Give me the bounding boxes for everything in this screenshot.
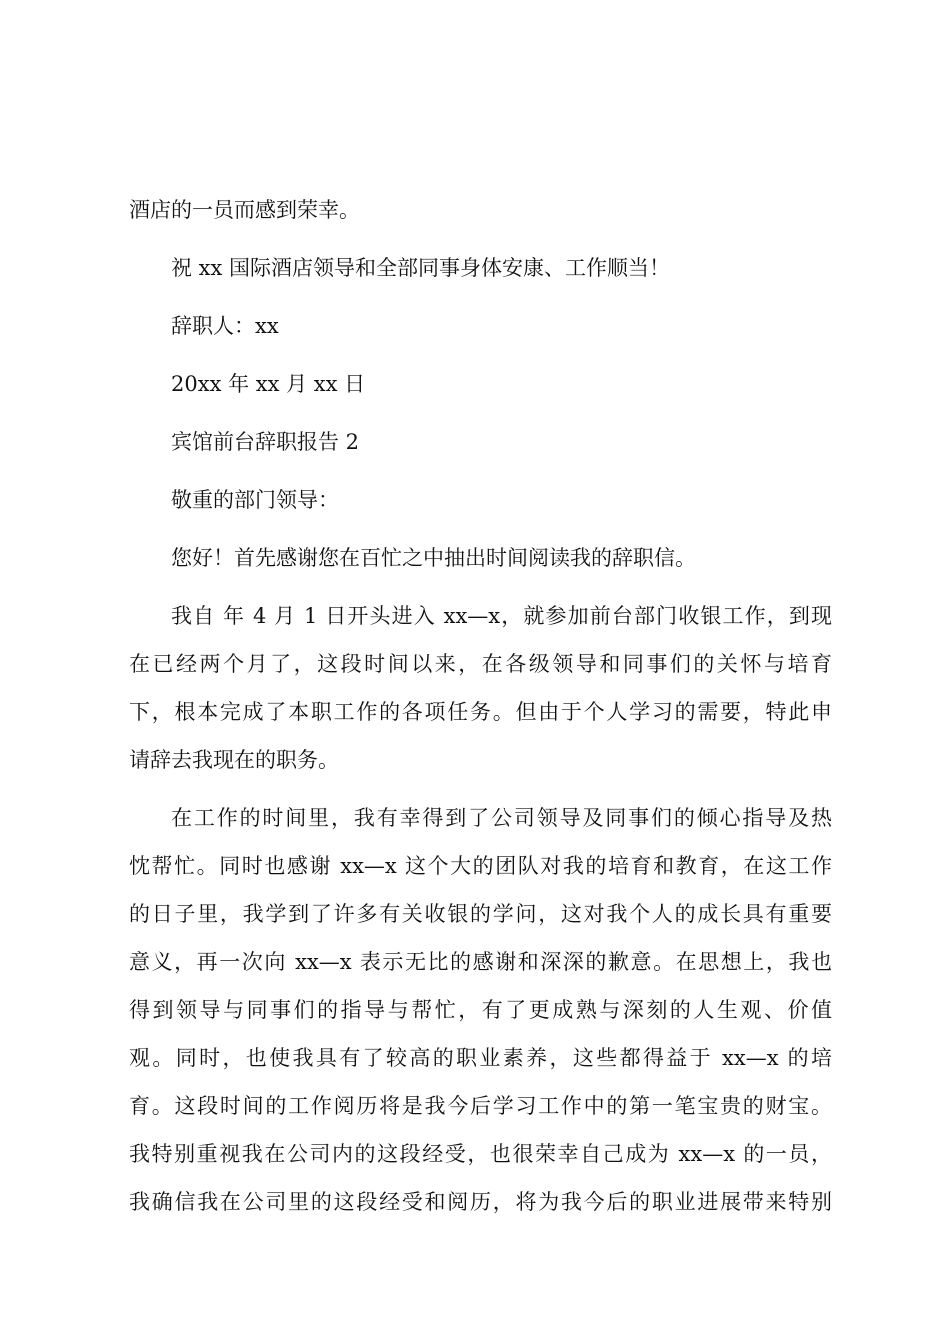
paragraph-line: 在工作的时间里，我有幸得到了公司领导及同事们的倾心指导及热 xyxy=(171,806,832,830)
paragraph-line: 下，根本完成了本职工作的各项任务。但由于个人学习的需要，特此申 xyxy=(129,700,832,724)
paragraph-line: 我自 年 4 月 1 日开头进入 xx—x，就参加前台部门收银工作，到现 xyxy=(171,604,832,628)
section-title: 宾馆前台辞职报告 2 xyxy=(171,430,360,454)
paragraph-line: 的日子里，我学到了许多有关收银的学问，这对我个人的成长具有重要 xyxy=(129,902,832,926)
paragraph-line: 观。同时，也使我具有了较高的职业素养，这些都得益于 xx—x 的培 xyxy=(129,1046,832,1070)
paragraph-line: 我确信我在公司里的这段经受和阅历，将为我今后的职业进展带来特别 xyxy=(129,1190,832,1214)
greeting-line: 您好！首先感谢您在百忙之中抽出时间阅读我的辞职信。 xyxy=(171,546,696,570)
paragraph-line: 我特别重视我在公司内的这段经受，也很荣幸自己成为 xx—x 的一员， xyxy=(129,1142,832,1166)
paragraph-line: 忱帮忙。同时也感谢 xx—x 这个大的团队对我的培育和教育，在这工作 xyxy=(129,854,832,878)
signer-line: 辞职人：xx xyxy=(171,314,279,338)
paragraph-line: 育。这段时间的工作阅历将是我今后学习工作中的第一笔宝贵的财宝。 xyxy=(129,1094,832,1118)
blessing-line: 祝 xx 国际酒店领导和全部同事身体安康、工作顺当！ xyxy=(171,256,671,280)
closing-line: 酒店的一员而感到荣幸。 xyxy=(129,198,360,222)
document-page xyxy=(129,186,832,1226)
paragraph-line: 在已经两个月了，这段时间以来，在各级领导和同事们的关怀与培育 xyxy=(129,652,832,676)
paragraph-line: 得到领导与同事们的指导与帮忙，有了更成熟与深刻的人生观、价值 xyxy=(129,998,832,1022)
paragraph-1 xyxy=(129,592,832,784)
paragraph-2 xyxy=(129,794,832,1226)
paragraph-line: 意义，再一次向 xx—x 表示无比的感谢和深深的歉意。在思想上，我也 xyxy=(129,950,832,974)
salutation: 敬重的部门领导： xyxy=(171,488,339,512)
paragraph-line: 请辞去我现在的职务。 xyxy=(129,748,339,772)
date-line: 20xx 年 xx 月 xx 日 xyxy=(171,372,366,396)
